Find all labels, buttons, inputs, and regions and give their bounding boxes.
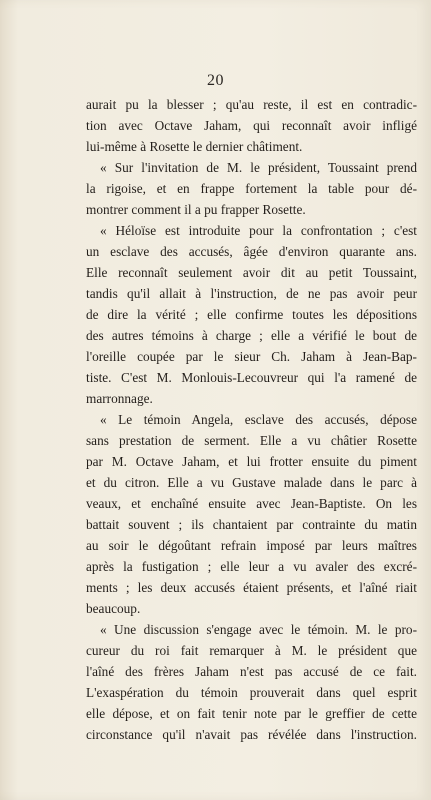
text-line: par M. Octave Jaham, et lui frotter ensuite du piment [86, 454, 417, 469]
body-text [86, 94, 417, 745]
page-number: 20 [207, 72, 224, 89]
text-line: battait souvent ; ils chantaient par contrainte du matin [86, 517, 417, 532]
text-line: et du citron. Elle a vu Gustave malade dans le parc à [86, 475, 417, 490]
text-line: de dire la vérité ; elle confirme toutes les dépositions [86, 307, 417, 322]
text-line: sans prestation de serment. Elle a vu châtier Rosette [86, 433, 417, 448]
text-line: « Le témoin Angela, esclave des accusés, dépose [100, 412, 417, 427]
text-line: au soir le dégoûtant refrain imposé par leurs maîtres [86, 538, 417, 553]
text-line: veaux, et enchaîné ensuite avec Jean-Baptiste. On les [86, 496, 417, 511]
text-line: après la fustigation ; elle leur a vu avaler des excré- [86, 559, 417, 574]
text-line: un esclave des accusés, âgée d'environ quarante ans. [86, 244, 417, 259]
text-line: beaucoup. [86, 601, 141, 616]
text-line: des autres témoins à charge ; elle a vérifié le bout de [86, 328, 417, 343]
text-line: elle dépose, et on fait tenir note par le greffier de cette [86, 706, 417, 721]
text-line: Elle reconnaît seulement avoir dit au petit Toussaint, [86, 265, 417, 280]
text-line: ments ; les deux accusés étaient présents, et l'aîné riait [86, 580, 417, 595]
text-line: lui-même à Rosette le dernier châtiment. [86, 139, 303, 154]
text-line: cureur du roi fait remarquer à M. le président que [86, 643, 417, 658]
text-line: l'aîné des frères Jaham n'est pas accusé de ce fait. [86, 664, 417, 679]
text-line: « Une discussion s'engage avec le témoin. M. le pro- [100, 622, 417, 637]
text-line: tion avec Octave Jaham, qui reconnaît avoir infligé [86, 118, 417, 133]
text-line: la rigoise, et en frappe fortement la table pour dé- [86, 181, 417, 196]
text-line: montrer comment il a pu frapper Rosette. [86, 202, 306, 217]
text-line: « Sur l'invitation de M. le président, Toussaint prend [100, 160, 417, 175]
text-line: l'oreille coupée par le sieur Ch. Jaham à Jean-Bap- [86, 349, 417, 364]
text-line: « Héloïse est introduite pour la confrontation ; c'est [100, 223, 417, 238]
text-line: aurait pu la blesser ; qu'au reste, il est en contradic- [86, 97, 417, 112]
text-line: circonstance qu'il n'avait pas révélée dans l'instruction. [86, 727, 417, 742]
text-line: L'exaspération du témoin prouverait dans quel esprit [86, 685, 417, 700]
text-line: marronnage. [86, 391, 153, 406]
text-line: tandis qu'il allait à l'instruction, de ne pas avoir peur [86, 286, 417, 301]
text-line: tiste. C'est M. Monlouis-Lecouvreur qui l'a ramené de [86, 370, 417, 385]
